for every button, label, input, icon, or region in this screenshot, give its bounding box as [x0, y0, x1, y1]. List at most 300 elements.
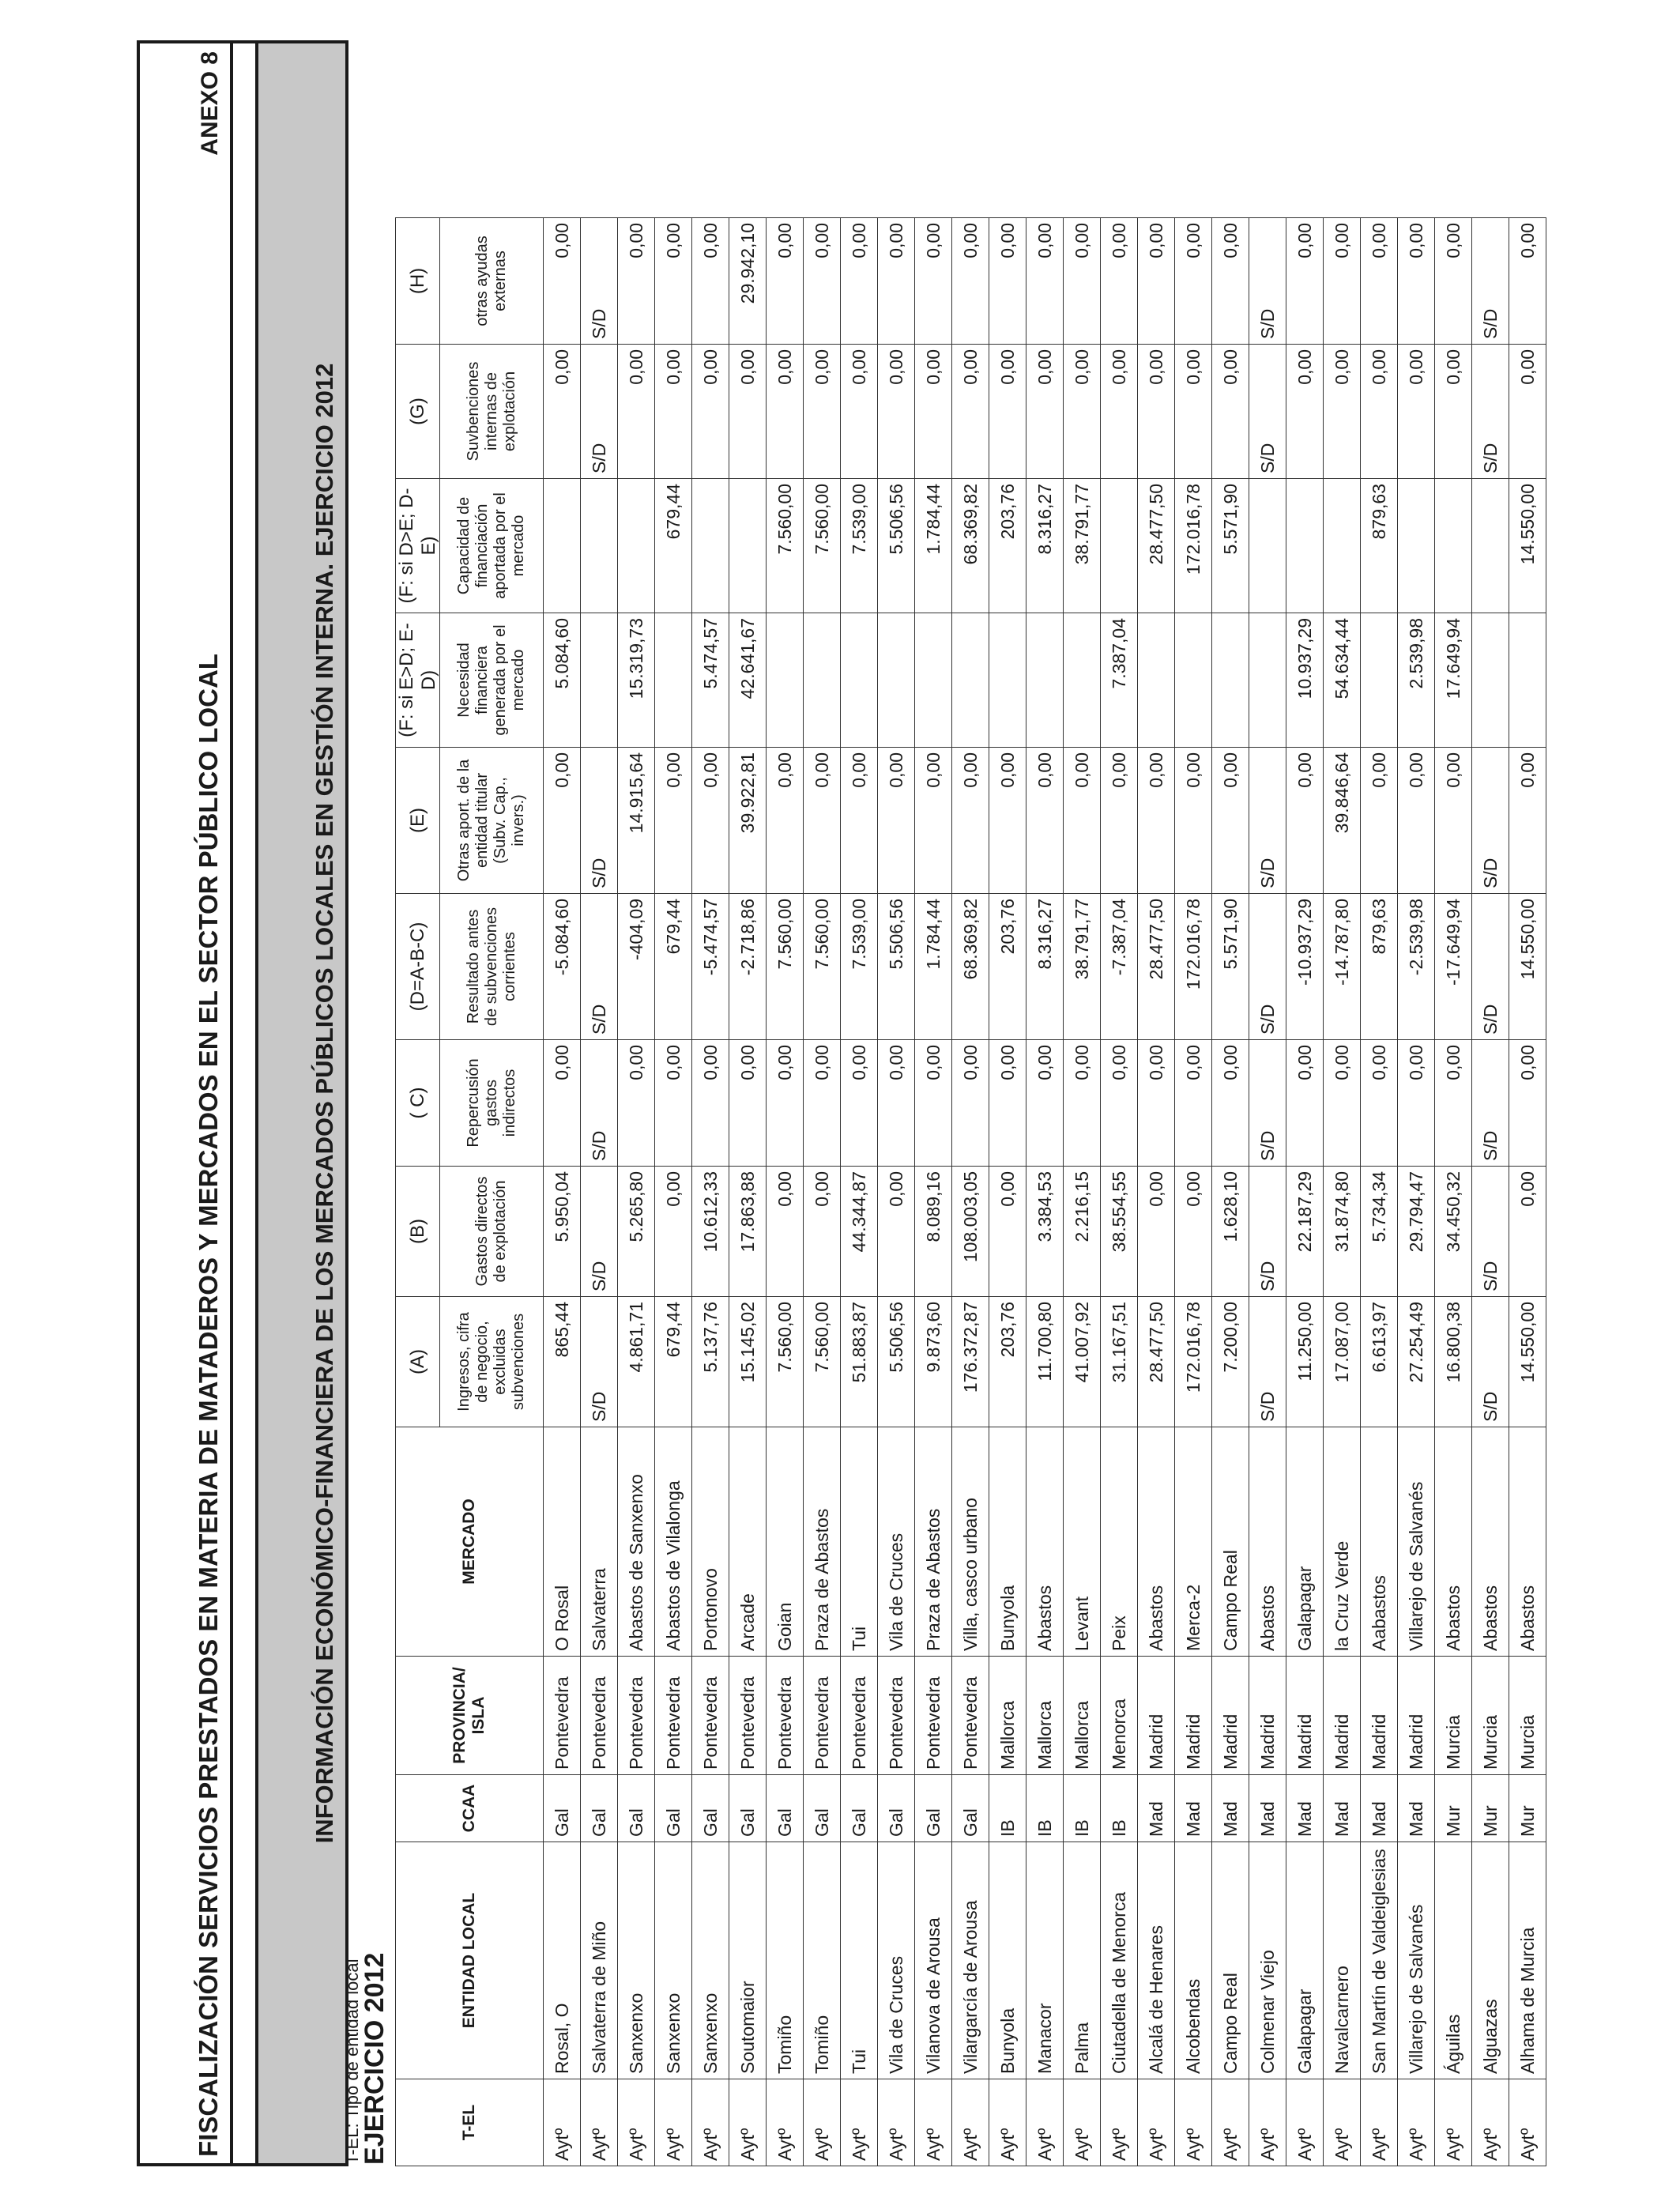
cell-b: 29.794,47 [1398, 1167, 1435, 1297]
cell-f2: 7.560,00 [767, 479, 804, 613]
report-title: FISCALIZACIÓN SERVICIOS PRESTADOS EN MATERIA DE MATADEROS Y MERCADOS EN EL SECTOR PÚBLICO LOCAL [194, 654, 223, 2157]
tel-note: T-EL: Tipo de entidad local [342, 1958, 362, 2165]
cell-f1 [1026, 613, 1064, 748]
cell-b: 10.612,33 [692, 1167, 729, 1297]
cell-f2: 879,63 [1361, 479, 1398, 613]
cell-mercado: O Rosal [544, 1427, 581, 1657]
table-row [767, 218, 804, 2166]
cell-e: 0,00 [915, 748, 952, 894]
cell-g: 0,00 [1138, 345, 1175, 479]
cell-c: 0,00 [1286, 1040, 1324, 1167]
cell-g: 0,00 [1286, 345, 1324, 479]
cell-tel: Aytº [767, 2079, 804, 2166]
cell-h: 0,00 [804, 218, 841, 345]
col-f2-letter: (F: si D>E; D-E) [396, 479, 440, 613]
cell-mercado: Merca-2 [1175, 1427, 1212, 1657]
table-row [989, 218, 1026, 2166]
cell-b: 0,00 [989, 1167, 1026, 1297]
cell-g: 0,00 [1212, 345, 1249, 479]
cell-ccaa: Gal [952, 1775, 989, 1842]
table-body [544, 218, 1546, 2166]
table-row [1101, 218, 1138, 2166]
cell-ccaa: Mur [1509, 1775, 1546, 1842]
cell-h: 0,00 [1101, 218, 1138, 345]
cell-d: -5.474,57 [692, 894, 729, 1040]
cell-mercado: Goian [767, 1427, 804, 1657]
cell-b: 0,00 [878, 1167, 915, 1297]
cell-provincia: Menorca [1101, 1657, 1138, 1775]
cell-f1: 17.649,94 [1435, 613, 1472, 748]
cell-tel: Aytº [1138, 2079, 1175, 2166]
cell-entidad: Salvaterra de Miño [581, 1842, 618, 2079]
cell-entidad: Ciutadella de Menorca [1101, 1842, 1138, 2079]
cell-g: 0,00 [1064, 345, 1101, 479]
cell-g: 0,00 [1435, 345, 1472, 479]
cell-mercado: la Cruz Verde [1324, 1427, 1361, 1657]
col-g-desc: Suvbenciones internas de explotación [440, 345, 544, 479]
cell-c: 0,00 [767, 1040, 804, 1167]
cell-e: 39.846,64 [1324, 748, 1361, 894]
cell-a: 7.560,00 [804, 1297, 841, 1427]
cell-ccaa: IB [1101, 1775, 1138, 1842]
cell-mercado: Abastos [1435, 1427, 1472, 1657]
table-row [1026, 218, 1064, 2166]
table-row [1361, 218, 1398, 2166]
cell-f2 [1472, 479, 1509, 613]
cell-b: 0,00 [1175, 1167, 1212, 1297]
cell-c: S/D [581, 1040, 618, 1167]
cell-provincia: Pontevedra [581, 1657, 618, 1775]
cell-a: 14.550,00 [1509, 1297, 1546, 1427]
cell-c: 0,00 [618, 1040, 655, 1167]
cell-c: 0,00 [989, 1040, 1026, 1167]
cell-entidad: Rosal, O [544, 1842, 581, 2079]
cell-e: 0,00 [841, 748, 878, 894]
cell-c: 0,00 [729, 1040, 767, 1167]
cell-provincia: Pontevedra [692, 1657, 729, 1775]
cell-provincia: Murcia [1435, 1657, 1472, 1775]
cell-tel: Aytº [841, 2079, 878, 2166]
cell-ccaa: Gal [581, 1775, 618, 1842]
cell-h: 0,00 [1361, 218, 1398, 345]
cell-entidad: Vilargarcía de Arousa [952, 1842, 989, 2079]
cell-h: 0,00 [915, 218, 952, 345]
cell-d: -2.539,98 [1398, 894, 1435, 1040]
cell-c: 0,00 [544, 1040, 581, 1167]
cell-provincia: Pontevedra [915, 1657, 952, 1775]
cell-c: 0,00 [692, 1040, 729, 1167]
cell-ccaa: IB [989, 1775, 1026, 1842]
cell-ccaa: Gal [655, 1775, 692, 1842]
cell-tel: Aytº [1509, 2079, 1546, 2166]
header-spacer [230, 40, 255, 2166]
cell-entidad: Alhama de Murcia [1509, 1842, 1546, 2079]
cell-b: 3.384,53 [1026, 1167, 1064, 1297]
cell-h: 29.942,10 [729, 218, 767, 345]
cell-a: 16.800,38 [1435, 1297, 1472, 1427]
col-b-letter: (B) [396, 1167, 440, 1297]
cell-entidad: Colmenar Viejo [1249, 1842, 1286, 2079]
cell-tel: Aytº [1361, 2079, 1398, 2166]
cell-a: 41.007,92 [1064, 1297, 1101, 1427]
cell-f1 [804, 613, 841, 748]
cell-d: -5.084,60 [544, 894, 581, 1040]
col-e-desc: Otras aport. de la entidad titular (Subv. Cap., invers.) [440, 748, 544, 894]
cell-f1: 54.634,44 [1324, 613, 1361, 748]
table-row [1509, 218, 1546, 2166]
cell-d: S/D [581, 894, 618, 1040]
cell-entidad: Tomiño [804, 1842, 841, 2079]
col-d-letter: (D=A-B-C) [396, 894, 440, 1040]
cell-g: 0,00 [1361, 345, 1398, 479]
cell-f2 [1101, 479, 1138, 613]
cell-f1 [655, 613, 692, 748]
cell-d: 8.316,27 [1026, 894, 1064, 1040]
col-a-letter: (A) [396, 1297, 440, 1427]
cell-h: 0,00 [544, 218, 581, 345]
cell-provincia: Pontevedra [878, 1657, 915, 1775]
cell-provincia: Mallorca [1026, 1657, 1064, 1775]
cell-ccaa: Mad [1286, 1775, 1324, 1842]
cell-mercado: Abastos [1138, 1427, 1175, 1657]
cell-entidad: Águilas [1435, 1842, 1472, 2079]
cell-provincia: Madrid [1249, 1657, 1286, 1775]
cell-f1 [1175, 613, 1212, 748]
cell-b: 31.874,80 [1324, 1167, 1361, 1297]
cell-a: S/D [1472, 1297, 1509, 1427]
table-row [692, 218, 729, 2166]
table-row [915, 218, 952, 2166]
cell-a: 51.883,87 [841, 1297, 878, 1427]
cell-ccaa: Mad [1138, 1775, 1175, 1842]
cell-b: 8.089,16 [915, 1167, 952, 1297]
cell-f1: 42.641,67 [729, 613, 767, 748]
cell-a: 679,44 [655, 1297, 692, 1427]
cell-f1: 10.937,29 [1286, 613, 1324, 748]
cell-provincia: Madrid [1324, 1657, 1361, 1775]
cell-a: 11.250,00 [1286, 1297, 1324, 1427]
cell-ccaa: IB [1026, 1775, 1064, 1842]
cell-e: 0,00 [1138, 748, 1175, 894]
cell-mercado: Praza de Abastos [804, 1427, 841, 1657]
cell-provincia: Pontevedra [729, 1657, 767, 1775]
cell-c: 0,00 [1175, 1040, 1212, 1167]
cell-g: 0,00 [1101, 345, 1138, 479]
col-entidad: ENTIDAD LOCAL [396, 1842, 544, 2079]
cell-ccaa: Gal [692, 1775, 729, 1842]
cell-g: 0,00 [878, 345, 915, 479]
cell-f2: 38.791,77 [1064, 479, 1101, 613]
cell-provincia: Murcia [1472, 1657, 1509, 1775]
cell-f2: 7.560,00 [804, 479, 841, 613]
cell-h: 0,00 [692, 218, 729, 345]
cell-tel: Aytº [1175, 2079, 1212, 2166]
cell-d: -2.718,86 [729, 894, 767, 1040]
cell-f2: 5.571,90 [1212, 479, 1249, 613]
cell-b: 0,00 [655, 1167, 692, 1297]
cell-mercado: Praza de Abastos [915, 1427, 952, 1657]
cell-g: 0,00 [804, 345, 841, 479]
cell-f1 [989, 613, 1026, 748]
cell-provincia: Madrid [1361, 1657, 1398, 1775]
cell-tel: Aytº [1435, 2079, 1472, 2166]
cell-provincia: Madrid [1398, 1657, 1435, 1775]
cell-f2 [1324, 479, 1361, 613]
cell-mercado: Villarejo de Salvanés [1398, 1427, 1435, 1657]
cell-g: 0,00 [1026, 345, 1064, 479]
cell-g: 0,00 [767, 345, 804, 479]
cell-entidad: Navalcarnero [1324, 1842, 1361, 2079]
cell-d: -17.649,94 [1435, 894, 1472, 1040]
cell-d: 172.016,78 [1175, 894, 1212, 1040]
cell-e: 0,00 [1286, 748, 1324, 894]
col-f2-desc: Capacidad de financiación aportada por el mercado [440, 479, 544, 613]
cell-ccaa: Mad [1361, 1775, 1398, 1842]
cell-d: 68.369,82 [952, 894, 989, 1040]
cell-provincia: Mallorca [989, 1657, 1026, 1775]
cell-b: 0,00 [767, 1167, 804, 1297]
cell-entidad: Sanxenxo [692, 1842, 729, 2079]
cell-f2: 1.784,44 [915, 479, 952, 613]
cell-f1 [1361, 613, 1398, 748]
cell-g: 0,00 [1175, 345, 1212, 479]
cell-h: 0,00 [841, 218, 878, 345]
cell-c: S/D [1249, 1040, 1286, 1167]
cell-a: 7.560,00 [767, 1297, 804, 1427]
cell-b: 1.628,10 [1212, 1167, 1249, 1297]
cell-mercado: Abastos de Vilalonga [655, 1427, 692, 1657]
cell-g: S/D [1249, 345, 1286, 479]
cell-mercado: Abastos [1249, 1427, 1286, 1657]
cell-b: 5.265,80 [618, 1167, 655, 1297]
cell-tel: Aytº [989, 2079, 1026, 2166]
table-row [841, 218, 878, 2166]
table-row [878, 218, 915, 2166]
cell-d: 5.506,56 [878, 894, 915, 1040]
cell-c: 0,00 [1435, 1040, 1472, 1167]
cell-c: 0,00 [1509, 1040, 1546, 1167]
cell-a: 4.861,71 [618, 1297, 655, 1427]
cell-e: 0,00 [1435, 748, 1472, 894]
cell-e: 0,00 [655, 748, 692, 894]
cell-ccaa: Mur [1472, 1775, 1509, 1842]
cell-g: 0,00 [1398, 345, 1435, 479]
cell-mercado: Abastos [1509, 1427, 1546, 1657]
cell-e: 0,00 [1212, 748, 1249, 894]
cell-ccaa: Mad [1324, 1775, 1361, 1842]
cell-f1 [1138, 613, 1175, 748]
cell-g: 0,00 [841, 345, 878, 479]
cell-entidad: Campo Real [1212, 1842, 1249, 2079]
cell-tel: Aytº [1212, 2079, 1249, 2166]
cell-c: 0,00 [1101, 1040, 1138, 1167]
cell-mercado: Vila de Cruces [878, 1427, 915, 1657]
cell-provincia: Murcia [1509, 1657, 1546, 1775]
col-tel: T-EL [396, 2079, 544, 2166]
cell-entidad: Vila de Cruces [878, 1842, 915, 2079]
col-e-letter: (E) [396, 748, 440, 894]
ejercicio-heading: EJERCICIO 2012 [360, 1952, 390, 2165]
cell-tel: Aytº [1286, 2079, 1324, 2166]
cell-mercado: Abastos [1026, 1427, 1064, 1657]
col-mercado: MERCADO [396, 1427, 544, 1657]
cell-g: 0,00 [618, 345, 655, 479]
cell-h: 0,00 [952, 218, 989, 345]
cell-tel: Aytº [878, 2079, 915, 2166]
table-row [1212, 218, 1249, 2166]
cell-mercado: Peix [1101, 1427, 1138, 1657]
cell-f2 [544, 479, 581, 613]
cell-mercado: Arcade [729, 1427, 767, 1657]
cell-c: 0,00 [655, 1040, 692, 1167]
cell-a: 15.145,02 [729, 1297, 767, 1427]
cell-provincia: Mallorca [1064, 1657, 1101, 1775]
annex-label: ANEXO 8 [197, 51, 223, 156]
cell-h: 0,00 [1026, 218, 1064, 345]
cell-a: S/D [1249, 1297, 1286, 1427]
cell-a: 6.613,97 [1361, 1297, 1398, 1427]
cell-e: 0,00 [544, 748, 581, 894]
cell-b: 5.734,34 [1361, 1167, 1398, 1297]
cell-h: 0,00 [1138, 218, 1175, 345]
cell-entidad: Tomiño [767, 1842, 804, 2079]
cell-f2: 203,76 [989, 479, 1026, 613]
cell-c: 0,00 [1212, 1040, 1249, 1167]
cell-g: 0,00 [729, 345, 767, 479]
cell-provincia: Madrid [1286, 1657, 1324, 1775]
cell-f2 [692, 479, 729, 613]
cell-g: 0,00 [692, 345, 729, 479]
table-row [581, 218, 618, 2166]
cell-g: 0,00 [952, 345, 989, 479]
cell-e: S/D [1472, 748, 1509, 894]
cell-f1: 15.319,73 [618, 613, 655, 748]
cell-mercado: Tui [841, 1427, 878, 1657]
cell-f2 [1249, 479, 1286, 613]
cell-mercado: Campo Real [1212, 1427, 1249, 1657]
cell-a: 11.700,80 [1026, 1297, 1064, 1427]
cell-c: 0,00 [1138, 1040, 1175, 1167]
cell-b: 2.216,15 [1064, 1167, 1101, 1297]
cell-a: 27.254,49 [1398, 1297, 1435, 1427]
cell-f1: 5.084,60 [544, 613, 581, 748]
cell-f1 [1249, 613, 1286, 748]
cell-c: 0,00 [1361, 1040, 1398, 1167]
col-c-desc: Repercusión gastos indirectos [440, 1040, 544, 1167]
cell-entidad: Tui [841, 1842, 878, 2079]
cell-d: S/D [1249, 894, 1286, 1040]
cell-c: 0,00 [915, 1040, 952, 1167]
cell-a: 176.372,87 [952, 1297, 989, 1427]
cell-a: 31.167,51 [1101, 1297, 1138, 1427]
cell-f2: 7.539,00 [841, 479, 878, 613]
table-row [1249, 218, 1286, 2166]
cell-tel: Aytº [1324, 2079, 1361, 2166]
cell-d: -7.387,04 [1101, 894, 1138, 1040]
cell-f2 [1435, 479, 1472, 613]
cell-provincia: Madrid [1175, 1657, 1212, 1775]
cell-f2 [1286, 479, 1324, 613]
cell-entidad: Sanxenxo [618, 1842, 655, 2079]
cell-c: 0,00 [952, 1040, 989, 1167]
cell-provincia: Pontevedra [618, 1657, 655, 1775]
cell-g: 0,00 [655, 345, 692, 479]
table-row [804, 218, 841, 2166]
cell-entidad: Galapagar [1286, 1842, 1324, 2079]
cell-f1 [841, 613, 878, 748]
cell-f1: 2.539,98 [1398, 613, 1435, 748]
cell-tel: Aytº [544, 2079, 581, 2166]
cell-d: 879,63 [1361, 894, 1398, 1040]
cell-ccaa: Mur [1435, 1775, 1472, 1842]
cell-f1: 7.387,04 [1101, 613, 1138, 748]
cell-a: 5.506,56 [878, 1297, 915, 1427]
cell-b: 0,00 [804, 1167, 841, 1297]
cell-ccaa: Mad [1249, 1775, 1286, 1842]
cell-ccaa: Gal [618, 1775, 655, 1842]
cell-b: 38.554,55 [1101, 1167, 1138, 1297]
cell-ccaa: Gal [544, 1775, 581, 1842]
cell-f2 [729, 479, 767, 613]
cell-mercado: Abastos de Sanxenxo [618, 1427, 655, 1657]
cell-c: 0,00 [804, 1040, 841, 1167]
cell-h: 0,00 [1175, 218, 1212, 345]
cell-tel: Aytº [804, 2079, 841, 2166]
col-c-letter: ( C) [396, 1040, 440, 1167]
cell-d: 38.791,77 [1064, 894, 1101, 1040]
cell-provincia: Pontevedra [655, 1657, 692, 1775]
cell-entidad: Sanxenxo [655, 1842, 692, 2079]
cell-tel: Aytº [729, 2079, 767, 2166]
cell-f1 [878, 613, 915, 748]
cell-g: 0,00 [1324, 345, 1361, 479]
cell-d: -14.787,80 [1324, 894, 1361, 1040]
cell-g: 0,00 [915, 345, 952, 479]
cell-a: 17.087,00 [1324, 1297, 1361, 1427]
col-ccaa: CCAA [396, 1775, 544, 1842]
cell-f2: 8.316,27 [1026, 479, 1064, 613]
cell-entidad: Bunyola [989, 1842, 1026, 2079]
cell-b: S/D [581, 1167, 618, 1297]
cell-f1 [915, 613, 952, 748]
table-row [1138, 218, 1175, 2166]
cell-b: 108.003,05 [952, 1167, 989, 1297]
col-f1-letter: (F: si E>D; E-D) [396, 613, 440, 748]
table-row [1398, 218, 1435, 2166]
table-row [655, 218, 692, 2166]
table-row [952, 218, 989, 2166]
cell-ccaa: Gal [915, 1775, 952, 1842]
cell-a: 865,44 [544, 1297, 581, 1427]
cell-d: 203,76 [989, 894, 1026, 1040]
cell-ccaa: Mad [1175, 1775, 1212, 1842]
cell-b: 44.344,87 [841, 1167, 878, 1297]
cell-a: 9.873,60 [915, 1297, 952, 1427]
cell-entidad: Alguazas [1472, 1842, 1509, 2079]
cell-a: 28.477,50 [1138, 1297, 1175, 1427]
cell-provincia: Pontevedra [841, 1657, 878, 1775]
cell-tel: Aytº [692, 2079, 729, 2166]
cell-entidad: Vilanova de Arousa [915, 1842, 952, 2079]
cell-d: 7.560,00 [804, 894, 841, 1040]
cell-e: 0,00 [1361, 748, 1398, 894]
cell-f1 [767, 613, 804, 748]
col-a-desc: Ingresos, cifra de negocio, excluidas subvenciones [440, 1297, 544, 1427]
cell-ccaa: Mad [1398, 1775, 1435, 1842]
cell-e: 0,00 [1026, 748, 1064, 894]
cell-h: 0,00 [1435, 218, 1472, 345]
cell-entidad: San Martín de Valdeiglesias [1361, 1842, 1398, 2079]
